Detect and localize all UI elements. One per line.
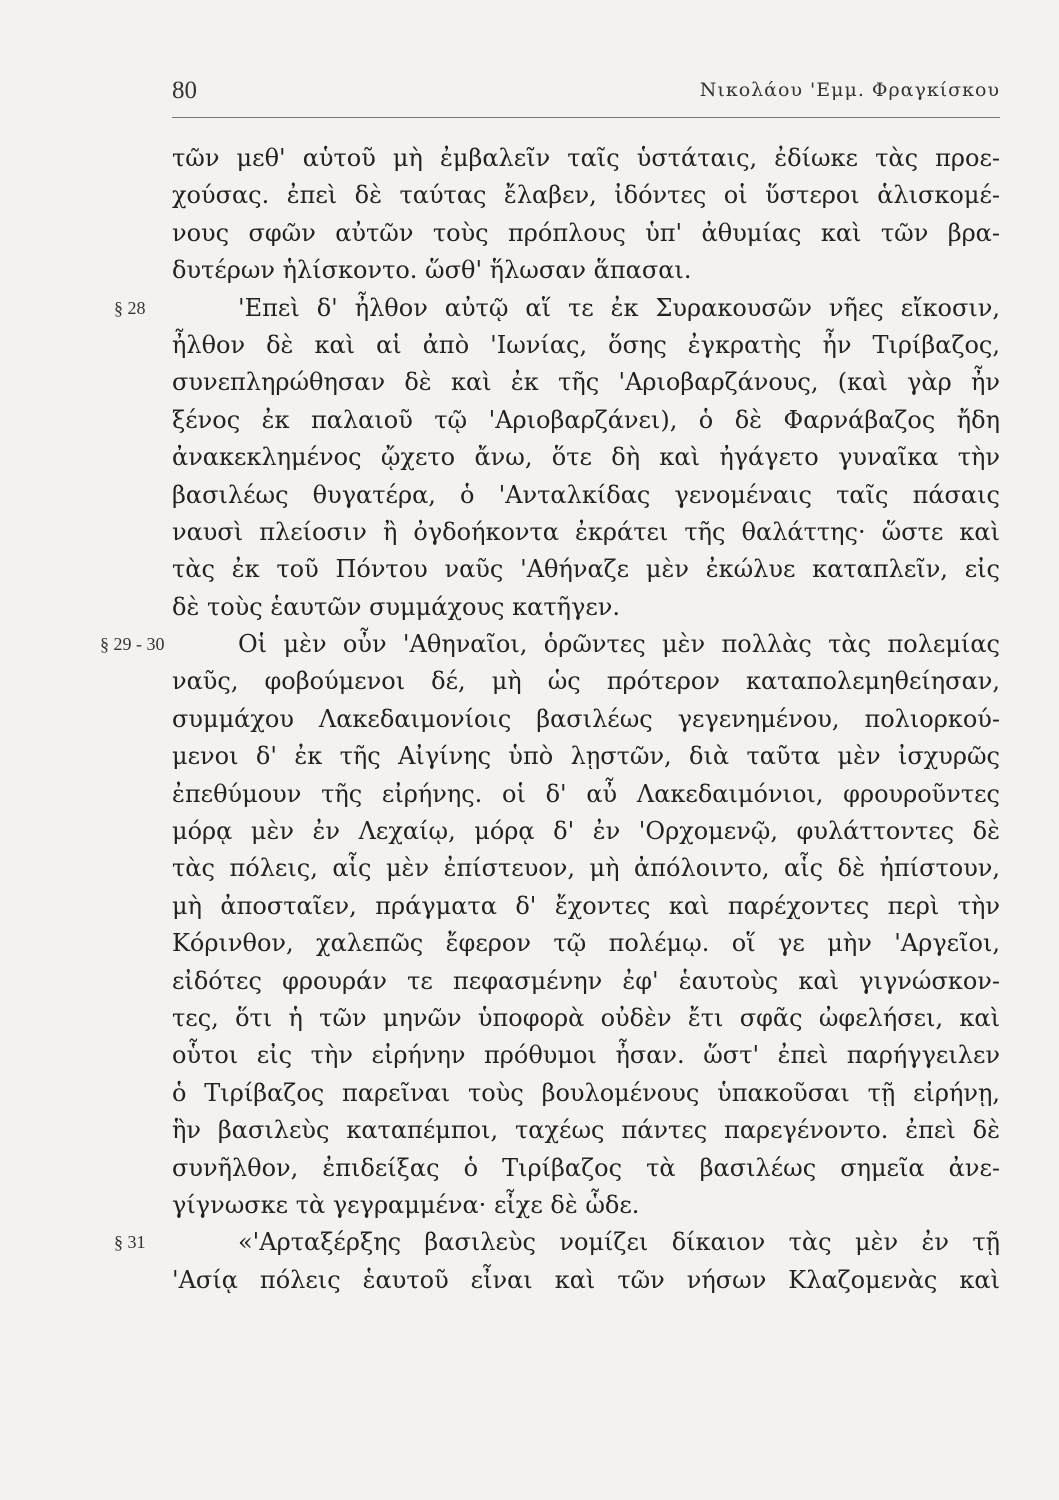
text-line: χούσας. ἐπεὶ δὲ ταύτας ἔλαβεν, ἰδόντες οἱ ὕστεροι ἁλισκομέ- bbox=[172, 181, 1000, 210]
page-body bbox=[100, 140, 1000, 1299]
text-line: ὁ Τιρίβαζος παρεῖναι τοὺς βουλομένους ὑπακοῦσαι τῇ εἰρήνῃ, bbox=[172, 1078, 1000, 1107]
text-line: τὰς ἐκ τοῦ Πόντου ναῦς 'Αθήναζε μὲν ἐκώλυε καταπλεῖν, εἰς bbox=[172, 555, 1000, 584]
page-header bbox=[172, 75, 1000, 115]
text-line: δυτέρων ἡλίσκοντο. ὥσθ' ἥλωσαν ἅπασαι. bbox=[172, 256, 692, 285]
text-line: βασιλέως θυγατέρα, ὁ 'Ανταλκίδας γενομέναις ταῖς πάσαις bbox=[172, 480, 1000, 509]
text-line: ναῦς, φοβούμενοι δέ, μὴ ὡς πρότερον καταπολεμηθείησαν, bbox=[172, 667, 1000, 696]
text-line: τῶν μεθ' αὑτοῦ μὴ ἐμβαλεῖν ταῖς ὑστάταις, ἐδίωκε τὰς προε- bbox=[172, 144, 1000, 172]
text-line: Κόρινθον, χαλεπῶς ἔφερον τῷ πολέμῳ. οἵ γε μὴν 'Αργεῖοι, bbox=[172, 929, 1000, 958]
text-line: ναυσὶ πλείοσιν ἢ ὀγδοήκοντα ἐκράτει τῆς θαλάττης· ὥστε καὶ bbox=[172, 517, 1000, 546]
text-line: συνῆλθον, ἐπιδείξας ὁ Τιρίβαζος τὰ βασιλέως σημεῖα ἀνε- bbox=[172, 1153, 1000, 1182]
paragraph-31-first-line bbox=[114, 1224, 1000, 1261]
text-line: ἦλθον δὲ καὶ αἱ ἀπὸ 'Ιωνίας, ὅσης ἐγκρατὴς ἦν Τιρίβαζος, bbox=[172, 330, 1000, 359]
text-line: συνεπληρώθησαν δὲ καὶ ἐκ τῆς 'Αριοβαρζάνους, (καὶ γὰρ ἦν bbox=[172, 368, 1000, 397]
text-line: «'Αρταξέρξης βασιλεὺς νομίζει δίκαιον τὰς μὲν ἐν τῇ bbox=[238, 1228, 1000, 1257]
text-line: μόρᾳ μὲν ἐν Λεχαίῳ, μόρᾳ δ' ἐν 'Ορχομενῷ, φυλάττοντες δὲ bbox=[172, 817, 1000, 846]
page-number: 80 bbox=[172, 77, 197, 104]
text-line: δὲ τοὺς ἑαυτῶν συμμάχους κατῆγεν. bbox=[172, 592, 620, 621]
running-head: Νικολάου 'Εμμ. Φραγκίσκου bbox=[699, 79, 1000, 101]
text-line: μὴ ἀποσταῖεν, πράγματα δ' ἔχοντες καὶ παρέχοντες περὶ τὴν bbox=[172, 891, 1000, 920]
text-line: εἰδότες φρουράν τε πεφασμένην ἐφ' ἑαυτοὺς καὶ γιγνώσκον- bbox=[172, 966, 1000, 995]
text-line: τὰς πόλεις, αἷς μὲν ἐπίστευον, μὴ ἀπόλοιντο, αἷς δὲ ἠπίστουν, bbox=[172, 854, 1000, 883]
text-line: οὗτοι εἰς τὴν εἰρήνην πρόθυμοι ἦσαν. ὥστ' ἐπεὶ παρήγγειλεν bbox=[172, 1041, 1000, 1070]
text-line: ἀνακεκλημένος ᾤχετο ἄνω, ὅτε δὴ καὶ ἠγάγετο γυναῖκα τὴν bbox=[172, 443, 1000, 472]
text-line: νους σφῶν αὐτῶν τοὺς πρόπλους ὑπ' ἀθυμίας καὶ τῶν βρα- bbox=[172, 218, 1000, 247]
text-line: 'Ασίᾳ πόλεις ἑαυτοῦ εἶναι καὶ τῶν νήσων Κλαζομενὰς καὶ bbox=[172, 1265, 1000, 1294]
paragraph-29-30-first-line bbox=[100, 626, 1000, 663]
section-marker-31: § 31 bbox=[114, 1232, 146, 1253]
paragraph-28-first-line bbox=[114, 290, 1000, 327]
text-line: γίγνωσκε τὰ γεγραμμένα· εἶχε δὲ ὧδε. bbox=[172, 1190, 640, 1219]
text-line: ἣν βασιλεὺς καταπέμποι, ταχέως πάντες παρεγένοντο. ἐπεὶ δὲ bbox=[172, 1116, 1000, 1145]
text-line: ξένος ἐκ παλαιοῦ τῷ 'Αριοβαρζάνει), ὁ δὲ Φαρνάβαζος ἤδη bbox=[172, 405, 1000, 434]
text-line: Οἱ μὲν οὖν 'Αθηναῖοι, ὁρῶντες μὲν πολλὰς τὰς πολεμίας bbox=[238, 630, 1000, 659]
section-marker-29-30: § 29 - 30 bbox=[100, 634, 165, 655]
text-line: μενοι δ' ἐκ τῆς Αἰγίνης ὑπὸ λῃστῶν, διὰ ταῦτα μὲν ἰσχυρῶς bbox=[172, 742, 1000, 771]
text-line: 'Επεὶ δ' ἦλθον αὐτῷ αἵ τε ἐκ Συρακουσῶν νῆες εἴκοσιν, bbox=[238, 293, 1000, 322]
text-line: τες, ὅτι ἡ τῶν μηνῶν ὑποφορὰ οὐδὲν ἔτι σφᾶς ὠφελήσει, καὶ bbox=[172, 1003, 1000, 1032]
header-rule bbox=[172, 117, 1000, 118]
section-marker-28: § 28 bbox=[114, 297, 146, 318]
text-line: συμμάχου Λακεδαιμονίοις βασιλέως γεγενημένου, πολιορκού- bbox=[172, 704, 1000, 733]
text-line: ἐπεθύμουν τῆς εἰρήνης. οἱ δ' αὖ Λακεδαιμόνιοι, φρουροῦντες bbox=[172, 779, 1000, 808]
